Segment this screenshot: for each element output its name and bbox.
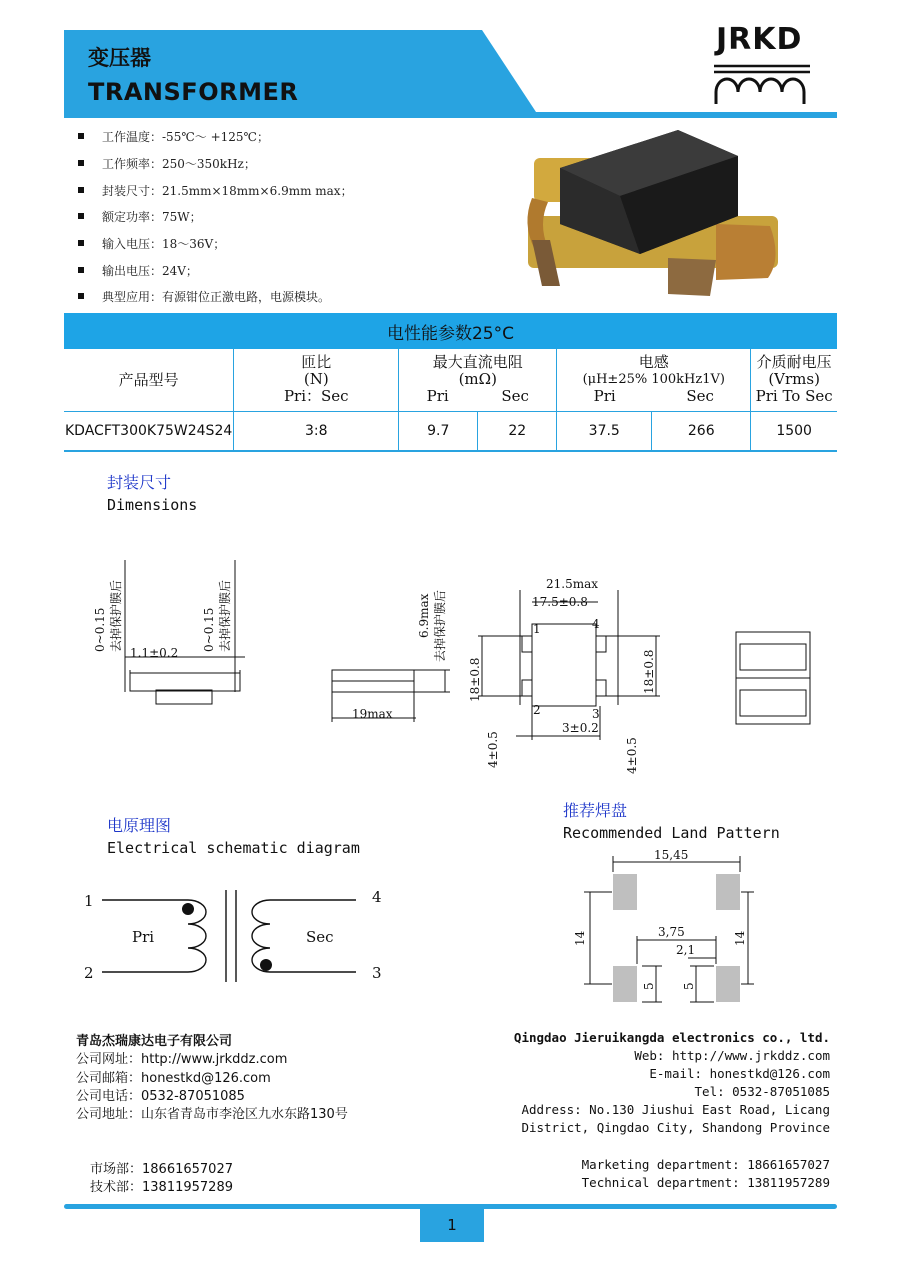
bullet-icon — [78, 133, 84, 139]
dimensions-title-cn: 封装尺寸 — [107, 473, 172, 492]
sch-pin-3: 3 — [372, 964, 382, 982]
note-film-2: 去掉保护膜后 — [218, 579, 232, 652]
company-name-cn: 青岛杰瑞康达电子有限公司 — [76, 1034, 233, 1049]
pin-4-label: 4 — [592, 617, 600, 631]
sch-pin-1: 1 — [84, 892, 94, 910]
note-film-3: 去掉保护膜后 — [433, 589, 447, 662]
address-en-line2: District, Qingdao City, Shandong Province — [521, 1120, 830, 1135]
pin-len-left-label: 4±0.5 — [486, 731, 500, 768]
pin-3-label: 3 — [592, 707, 600, 721]
col-ratio: 匝比 (N) Pri：Sec — [234, 349, 399, 411]
page-title-en: TRANSFORMER — [88, 78, 299, 106]
pad — [716, 874, 740, 910]
feature-item: 额定功率：75W； — [78, 208, 202, 225]
col-hipot: 介质耐电压 (Vrms) Pri To Sec — [751, 349, 837, 411]
spec-table-header — [64, 349, 837, 411]
cell-hipot: 1500 — [751, 411, 837, 451]
depth-right-label: 18±0.8 — [642, 649, 656, 694]
feature-item: 工作频率：250～350kHz； — [78, 155, 256, 172]
sch-sec-label: Sec — [306, 928, 334, 946]
schematic-title-en: Electrical schematic diagram — [107, 839, 360, 857]
pin-span-label: 17.5±0.8 — [532, 595, 588, 609]
pad — [716, 966, 740, 1002]
feature-item: 典型应用：有源钳位正激电路，电源模块。 — [78, 288, 330, 305]
table-row — [64, 411, 837, 451]
end-view — [736, 632, 810, 724]
feature-item: 工作温度：-55℃～ +125℃； — [78, 128, 269, 145]
page-number: 1 — [420, 1208, 484, 1242]
cell-ratio: 3:8 — [234, 411, 399, 451]
website-en: Web: http://www.jrkddz.com — [634, 1048, 830, 1063]
land-pattern-title-en: Recommended Land Pattern — [563, 824, 780, 842]
feature-item: 输入电压：18～36V； — [78, 235, 225, 252]
land-pattern-drawing — [570, 848, 760, 1006]
address-cn: 公司地址：山东省青岛市李沧区九水东路130号 — [76, 1107, 348, 1122]
pin-gap-label: 1.1±0.2 — [130, 646, 179, 660]
pad — [613, 966, 637, 1002]
header-rule — [64, 112, 837, 118]
lp-height-right-label: 14 — [733, 930, 747, 946]
address-en-line1: Address: No.130 Jiushui East Road, Licang — [521, 1102, 830, 1117]
spec-table — [64, 313, 837, 452]
feature-item: 输出电压：24V； — [78, 262, 198, 279]
bullet-icon — [78, 187, 84, 193]
land-pattern-title-cn: 推荐焊盘 — [563, 801, 628, 820]
pad — [613, 874, 637, 910]
schematic-drawing — [78, 880, 398, 990]
email-cn: 公司邮箱：honestkd@126.com — [76, 1071, 271, 1086]
pin-1-label: 1 — [533, 622, 541, 636]
sch-pin-4: 4 — [372, 888, 382, 906]
lp-width-label: 15,45 — [654, 848, 689, 862]
pin-pitch-label: 3±0.2 — [562, 721, 599, 735]
lp-pad-h-left-label: 5 — [642, 982, 656, 990]
sch-pin-2: 2 — [84, 964, 94, 982]
phone-en: Tel: 0532-87051085 — [694, 1084, 830, 1099]
pin-len-right-label: 4±0.5 — [625, 737, 639, 774]
tol-2: 0~0.15 — [202, 607, 216, 652]
dimensions-drawing — [70, 540, 830, 790]
polarity-dot-pri — [182, 903, 194, 915]
bullet-icon — [78, 213, 84, 219]
logo-coil-icon — [712, 62, 812, 106]
bullet-icon — [78, 240, 84, 246]
bullet-icon — [78, 160, 84, 166]
company-logo: JRKD — [716, 22, 803, 57]
bullet-icon — [78, 267, 84, 273]
cell-model: KDACFT300K75W24S24 — [64, 411, 234, 451]
dimensions-title-en: Dimensions — [107, 496, 198, 514]
sch-pri-label: Pri — [132, 928, 155, 946]
lp-pad-h-right-label: 5 — [682, 982, 696, 990]
cell-dcr-pri: 9.7 — [399, 411, 478, 451]
tol-1: 0~0.15 — [93, 607, 107, 652]
website-cn: 公司网址：http://www.jrkddz.com — [76, 1052, 288, 1067]
product-photo — [520, 128, 782, 304]
schematic-title-cn: 电原理图 — [107, 816, 172, 835]
bullet-icon — [78, 293, 84, 299]
marketing-en: Marketing department: 18661657027 — [581, 1157, 830, 1172]
note-film-1: 去掉保护膜后 — [109, 579, 123, 652]
feature-item: 封装尺寸：21.5mm×18mm×6.9mm max； — [78, 182, 353, 199]
cell-ind-pri: 37.5 — [557, 411, 652, 451]
polarity-dot-sec — [260, 959, 272, 971]
lp-pad-width-label: 2,1 — [676, 943, 696, 957]
technical-en: Technical department: 13811957289 — [581, 1175, 830, 1190]
page-title-cn: 变压器 — [88, 46, 151, 70]
col-model: 产品型号 — [64, 349, 234, 411]
cell-dcr-sec: 22 — [478, 411, 557, 451]
height-label: 6.9max — [417, 593, 431, 638]
length-max-label: 21.5max — [546, 577, 599, 591]
pin-2-label: 2 — [533, 703, 541, 717]
company-name-en: Qingdao Jieruikangda electronics co., ltd. — [513, 1030, 830, 1045]
lp-inner-gap-label: 3,75 — [658, 925, 685, 939]
cell-ind-sec: 266 — [652, 411, 751, 451]
technical-cn: 技术部：13811957289 — [90, 1180, 233, 1195]
col-inductance: 电感 (μH±25% 100kHz1V) Pri Sec — [557, 349, 751, 411]
email-en: E-mail: honestkd@126.com — [649, 1066, 830, 1081]
marketing-cn: 市场部：18661657027 — [90, 1162, 233, 1177]
phone-cn: 公司电话：0532-87051085 — [76, 1089, 245, 1104]
spec-table-title: 电性能参数25°C — [64, 313, 837, 349]
col-dcr: 最大直流电阻 (mΩ) Pri Sec — [399, 349, 557, 411]
width-label: 19max — [352, 707, 393, 721]
depth-left-label: 18±0.8 — [468, 657, 482, 702]
lp-height-left-label: 14 — [573, 930, 587, 946]
top-view — [478, 590, 660, 740]
